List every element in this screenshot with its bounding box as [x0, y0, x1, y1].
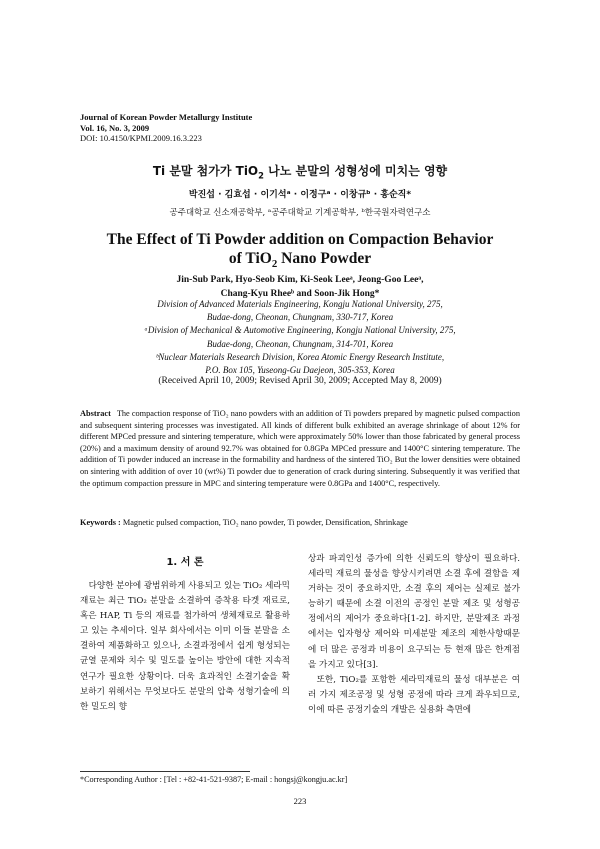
affiliation-line: ᵇNuclear Materials Research Division, Korea Atomic Energy Research Institute, [155, 351, 445, 362]
received-dates: (Received April 10, 2009; Revised April 30, 2009; Accepted May 8, 2009) [158, 376, 442, 386]
journal-doi: DOI: 10.4150/KPMI.2009.16.3.223 [80, 133, 202, 143]
body-left-column [80, 579, 290, 715]
paragraph: 또한, TiO₂를 포함한 세라믹재료의 물성 대부분은 여러 가지 제조공정 및 성형 공정에 따라 크게 좌우되므로, 이에 따른 공정기술의 개발은 실용화 측면에 [308, 674, 520, 715]
english-authors: Jin-Sub Park, Hyo-Seob Kim, Ki-Seok Leeᵃ, Jeong-Goo Leeᵃ, Chang-Kyu Rheeᵇ and Soon-Jik Hong* [176, 275, 424, 299]
footnote-divider [80, 771, 250, 772]
english-title: The Effect of Ti Powder addition on Compaction Behavior of TiO$_2$ Nano Powder [106, 231, 494, 271]
abstract-label: Abstract [80, 409, 111, 418]
page-number: 223 [293, 796, 307, 806]
keywords-label: Keywords : [80, 518, 121, 527]
affiliation-line: ᵃDivision of Mechanical & Automotive Engineering, Kongju National University, 275, [144, 325, 456, 336]
korean-affiliations: 공주대학교 신소재공학부, ᵃ공주대학교 기계공학부, ᵇ한국원자력연구소 [169, 208, 431, 218]
journal-header [80, 112, 252, 144]
journal-volume: Vol. 16, No. 3, 2009 [80, 122, 150, 133]
paragraph: 다양한 분야에 광범위하게 사용되고 있는 TiO₂ 세라믹 재료는 최근 TiO₂ 분말을 소결하여 증착용 타겟 재료로, 혹은 HAP, Ti 등의 재료를 첨가하여 생체재료로 활용하고 있는 추세이다. 일부 회사에서는 이미 이들 분말을 소결하여 제품화하고 있으나, 소결과정에서 쉽게 형성되는 균열 문제와 치수 및 밀도를 높이는 방안에 대한 지속적 연구가 필요한 상황이다. 더욱 효과적인 소결기술을 확보하기 위해서는 무엇보다도 분말의 압축 성형기술에 의한 밀도의 향 [80, 581, 290, 712]
affiliation-line: Division of Advanced Materials Engineering, Kongju National University, 275, [157, 299, 443, 309]
keywords [80, 517, 520, 528]
korean-authors: 박진섭 · 김효섭 · 이기석ᵃ · 이정구ᵃ · 이창규ᵇ · 홍순직* [188, 190, 412, 200]
section-heading: 1. 서 론 [166, 557, 204, 568]
affiliation-line: P.O. Box 105, Yuseong-Gu Daejeon, 305-353, Korea [205, 365, 395, 376]
english-affiliations [0, 298, 600, 377]
abstract [80, 408, 520, 489]
affiliation-line: Budae-dong, Cheonan, Chungnam, 314-701, Korea [206, 338, 394, 349]
corresponding-author-footnote: *Corresponding Author : [Tel : +82-41-521-9387; E-mail : hongsj@kongju.ac.kr] [80, 775, 348, 784]
abstract-text: The compaction response of TiO₂ nano powders with an addition of Ti powders prepared by magnetic pulsed compaction and subsequent sintering processes was investigated. All kinds of different bulk exhibited an average shrinkage of about 12% for different MPCed pressure and sintering temperature, which were approximately 50% lower than those fabricated by general process (20%) and a maximum density of around 92.7% was obtained for 0.8GPa MPCed pressure and 1400°C sintering temperature. The addition of Ti powder induced an increase in the formability and hardness of the sintered TiO₂ But the lower densities were obtained on sintering with addition of over 10 (wt%) Ti powder due to generation of crack during sintering. Subsequently it was verified that the optimum compaction pressure in MPC and sintering temperature were 0.8GPa and 1400°C, respectively. [80, 409, 520, 488]
affiliation-line: Budae-dong, Cheonan, Chungnam, 330-717, Korea [206, 312, 394, 323]
paragraph: 상과 파괴인성 증가에 의한 신뢰도의 향상이 필요하다. 세라믹 재료의 물성을 향상시키려면 소결 후에 결함을 제거하는 것이 중요하지만, 소결 후의 제어는 실제로 불가능하기 때문에 소결 이전의 공정인 분말 제조 및 성형공정에서의 제어가 중요하다[1-2]. 하지만, 분말제조 과정에서는 입자형상 제어와 미세분말 제조의 제한사항때문에 더 많은 공정과 비용이 요구되는 등 현재 많은 한계점을 가지고 있다[3]. [308, 554, 520, 670]
body-right-column [308, 552, 520, 718]
keywords-text: Magnetic pulsed compaction, TiO₂ nano powder, Ti powder, Densification, Shrinkage [120, 518, 408, 527]
journal-name: Journal of Korean Powder Metallurgy Institute [80, 112, 253, 122]
korean-title: Ti 분말 첨가가 TiO$_2$ 나노 분말의 성형성에 미치는 영향 [152, 164, 448, 181]
